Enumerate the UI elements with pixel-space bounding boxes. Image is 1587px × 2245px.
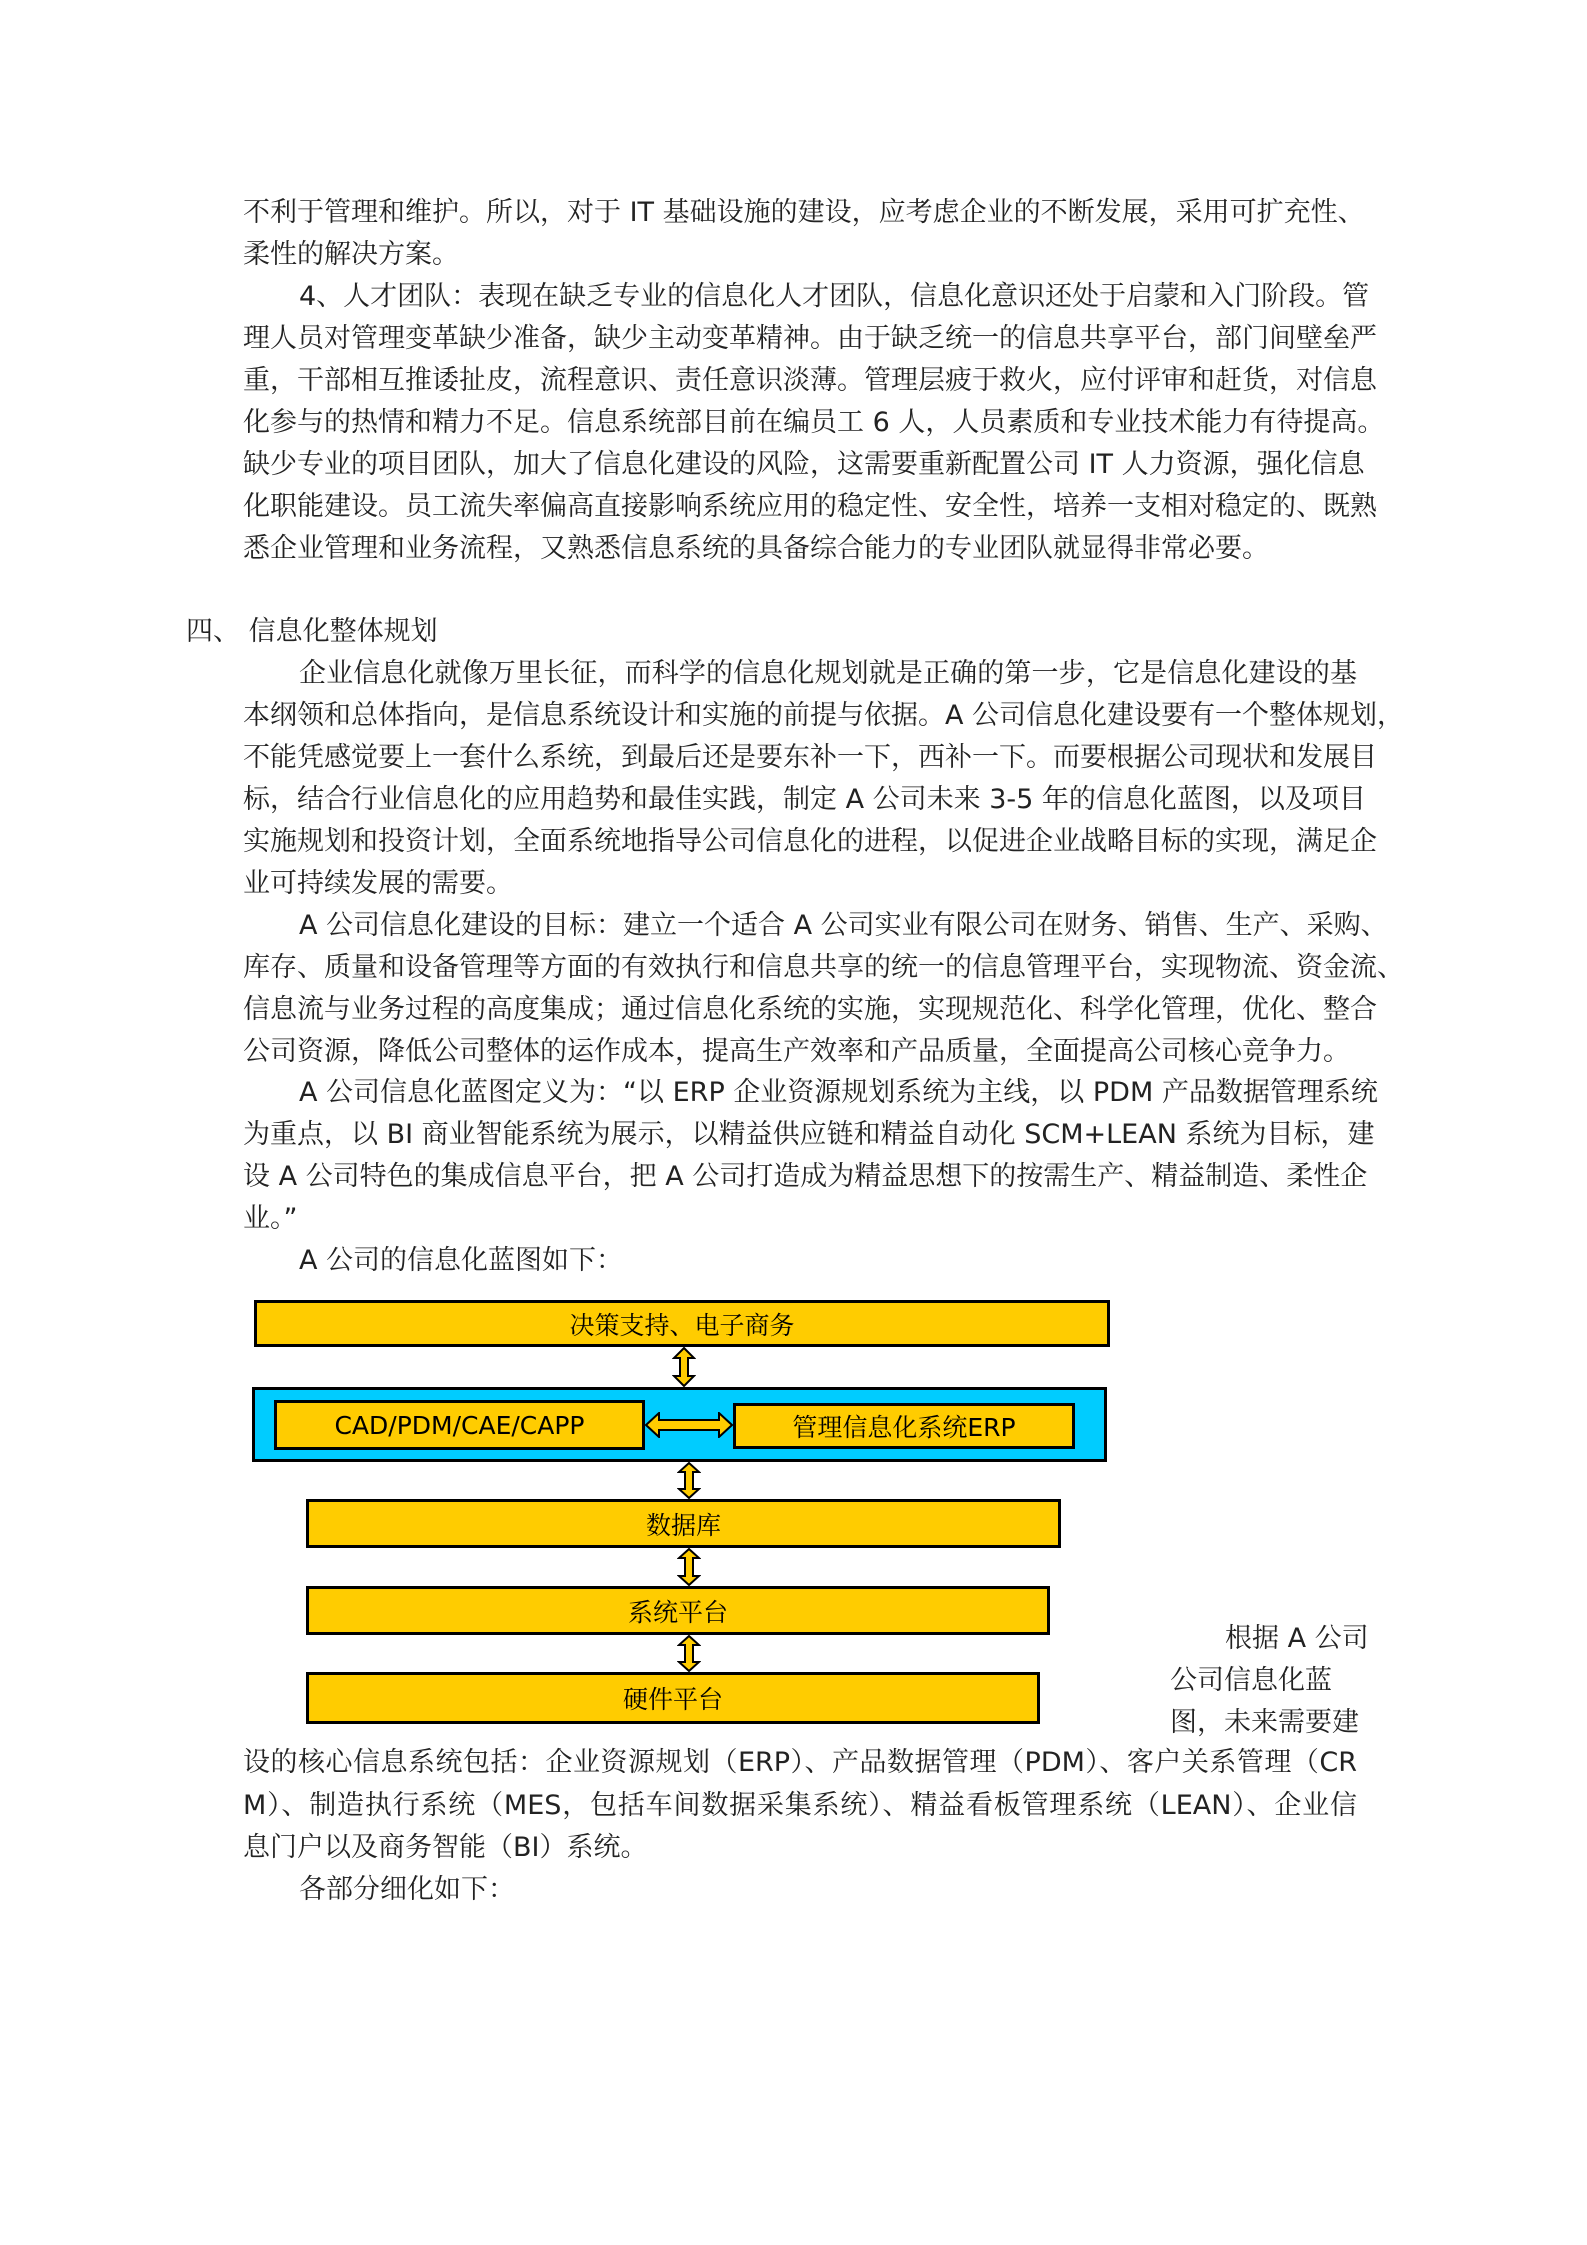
paragraph-line: 化职能建设。员工流失率偏高直接影响系统应用的稳定性、安全性，培养一支相对稳定的、既熟	[243, 491, 1377, 522]
paragraph-line: 不能凭感觉要上一套什么系统，到最后还是要东补一下，西补一下。而要根据公司现状和发展目	[243, 742, 1377, 773]
paragraph-line: 息门户以及商务智能（BI）系统。	[243, 1832, 648, 1863]
paragraph-line: 4、人才团队：表现在缺乏专业的信息化人才团队，信息化意识还处于启蒙和入门阶段。管	[299, 281, 1370, 312]
paragraph-line: A 公司信息化蓝图定义为：“以 ERP 企业资源规划系统为主线，以 PDM 产品数据管理系统	[299, 1077, 1378, 1108]
database-box	[306, 1499, 1061, 1548]
paragraph-line: 业可持续发展的需要。	[243, 868, 513, 899]
paragraph-line: 缺少专业的项目团队，加大了信息化建设的风险，这需要重新配置公司 IT 人力资源，强化信息	[243, 449, 1365, 480]
hardware-platform-label: 硬件平台	[622, 1685, 723, 1714]
paragraph-line: 各部分细化如下：	[299, 1874, 515, 1905]
hardware-platform-box	[306, 1672, 1040, 1724]
database-label: 数据库	[645, 1510, 721, 1540]
paragraph-line: A 公司信息化建设的目标：建立一个适合 A 公司实业有限公司在财务、销售、生产、采购、	[299, 910, 1388, 941]
paragraph-line: 为重点，以 BI 商业智能系统为展示，以精益供应链和精益自动化 SCM+LEAN 系统为目标，建	[243, 1119, 1375, 1150]
paragraph-line: 库存、质量和设备管理等方面的有效执行和信息共享的统一的信息管理平台，实现物流、资金流、	[243, 952, 1404, 983]
paragraph-line: 理人员对管理变革缺少准备，缺少主动变革精神。由于缺乏统一的信息共享平台，部门间壁垒严	[243, 323, 1377, 354]
paragraph-line: A 公司的信息化蓝图如下：	[299, 1245, 624, 1276]
paragraph-line: 设的核心信息系统包括：企业资源规划（ERP）、产品数据管理（PDM）、客户关系管理（CR	[243, 1747, 1357, 1778]
paragraph-line: 化参与的热情和精力不足。信息系统部目前在编员工 6 人，人员素质和专业技术能力有待提高。	[243, 407, 1385, 438]
double-arrow-icon	[677, 1462, 701, 1499]
paragraph-line: 重，干部相互推诿扯皮，流程意识、责任意识淡薄。管理层疲于救火，应付评审和赶货，对信息	[243, 365, 1377, 396]
erp-label: 管理信息化系统ERP	[792, 1413, 1016, 1442]
cad-pdm-label: CAD/PDM/CAE/CAPP	[334, 1410, 585, 1440]
erp-box	[733, 1403, 1075, 1449]
horizontal-double-arrow-icon	[645, 1412, 733, 1438]
side-text-line: 公司信息化蓝	[1170, 1665, 1332, 1696]
section-heading: 四、 信息化整体规划	[186, 616, 438, 647]
paragraph-line: 本纲领和总体指向，是信息系统设计和实施的前提与依据。A 公司信息化建设要有一个整体规划，	[243, 700, 1405, 731]
decision-support-box	[254, 1300, 1110, 1347]
decision-support-label: 决策支持、电子商务	[569, 1310, 795, 1340]
paragraph-line: 实施规划和投资计划，全面系统地指导公司信息化的进程，以促进企业战略目标的实现，满足企	[243, 826, 1377, 857]
double-arrow-icon	[677, 1548, 701, 1586]
system-platform-label: 系统平台	[627, 1597, 728, 1627]
paragraph-line: 设 A 公司特色的集成信息平台，把 A 公司打造成为精益思想下的按需生产、精益制造、柔性企	[243, 1161, 1368, 1192]
paragraph-line: 标，结合行业信息化的应用趋势和最佳实践，制定 A 公司未来 3-5 年的信息化蓝图，以及项目	[243, 784, 1366, 815]
double-arrow-icon	[677, 1635, 701, 1672]
paragraph-line: 信息流与业务过程的高度集成；通过信息化系统的实施，实现规范化、科学化管理，优化、整合	[243, 994, 1377, 1025]
paragraph-line: 悉企业管理和业务流程，又熟悉信息系统的具备综合能力的专业团队就显得非常必要。	[243, 533, 1269, 564]
system-platform-box	[306, 1586, 1050, 1635]
cad-pdm-box	[274, 1400, 645, 1450]
paragraph-line: 公司资源，降低公司整体的运作成本，提高生产效率和产品质量，全面提高公司核心竞争力。	[243, 1036, 1350, 1067]
paragraph-line: 柔性的解决方案。	[243, 239, 459, 270]
side-text-line: 图，未来需要建	[1170, 1707, 1359, 1738]
paragraph-line: 业。”	[243, 1203, 298, 1234]
double-arrow-icon	[672, 1347, 696, 1387]
paragraph-line: M）、制造执行系统（MES，包括车间数据采集系统）、精益看板管理系统（LEAN）、企业信	[243, 1790, 1357, 1821]
side-text-line: 根据 A 公司	[1225, 1623, 1369, 1654]
paragraph-line: 企业信息化就像万里长征，而科学的信息化规划就是正确的第一步，它是信息化建设的基	[299, 658, 1357, 689]
paragraph-line: 不利于管理和维护。所以，对于 IT 基础设施的建设，应考虑企业的不断发展，采用可扩充性、	[243, 197, 1365, 228]
